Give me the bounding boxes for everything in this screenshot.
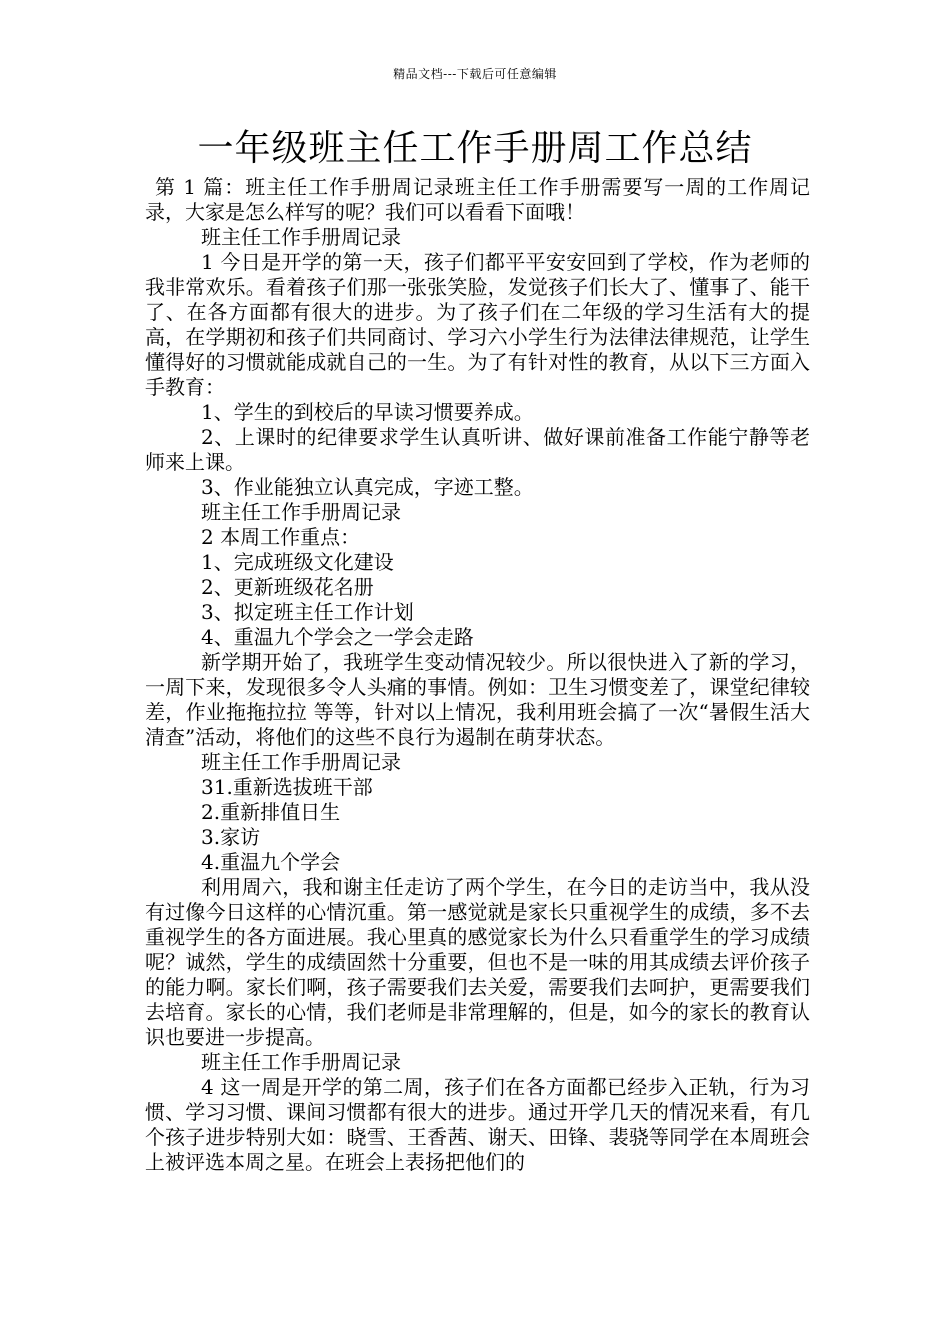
list-item: 3、拟定班主任工作计划 xyxy=(201,600,414,624)
list-item: 1、完成班级文化建设 xyxy=(201,550,394,574)
paragraph: 利用周六，我和谢主任走访了两个学生，在今日的走访当中，我从没有过像今日这样的心情沉重。第一感觉就是家长只重视学生的成绩，多不去重视学生的各方面进展。我心里真的感觉家长为什么只看重学生的学习成绩呢？诚然，学生的成绩固然十分重要，但也不是一味的用其成绩去评价孩子的能力啊。家长们啊，孩子需要我们去关爱，需要我们去呵护，更需要我们去培育。家长的心情，我们老师是非常理解的，但是，如今的家长的教育认识也要进一步提高。 xyxy=(145,875,810,1049)
paragraph: 2 本周工作重点： xyxy=(201,525,361,549)
list-item: 4.重温九个学会 xyxy=(201,850,341,874)
list-item: 3、作业能独立认真完成，字迹工整。 xyxy=(201,475,534,499)
list-item: 3.家访 xyxy=(201,825,261,849)
header-note: 精品文档---下载后可任意编辑 xyxy=(393,67,557,81)
list-item: 2、更新班级花名册 xyxy=(201,575,374,599)
paragraph: 1 今日是开学的第一天，孩子们都平平安安回到了学校，作为老师的我非常欢乐。看着孩子们那一张张笑脸，发觉孩子们长大了、懂事了、能干了、在各方面都有很大的进步。为了孩子们在二年级的学习生活有大的提高，在学期初和孩子们共同商讨、学习六小学生行为法律法律规范，让学生懂得好的习惯就能成就自己的一生。为了有针对性的教育，从以下三方面入手教育： xyxy=(145,250,810,399)
section-heading: 班主任工作手册周记录 xyxy=(201,225,401,249)
list-item: 2.重新排值日生 xyxy=(201,800,341,824)
list-item: 4、重温九个学会之一学会走路 xyxy=(201,625,474,649)
document-body xyxy=(145,175,810,1175)
list-item: 2、上课时的纪律要求学生认真听讲、做好课前准备工作能宁静等老师来上课。 xyxy=(145,425,810,474)
list-item: 1、学生的到校后的早读习惯要养成。 xyxy=(201,400,534,424)
section-heading: 班主任工作手册周记录 xyxy=(201,1050,401,1074)
paragraph: 新学期开始了，我班学生变动情况较少。所以很快进入了新的学习，一周下来，发现很多令人头痛的事情。例如：卫生习惯变差了，课堂纪律较差，作业拖拖拉拉 等等，针对以上情况，我利用班会搞了一次“暑假生活大清查”活动，将他们的这些不良行为遏制在萌芽状态。 xyxy=(145,650,810,749)
paragraph: 4 这一周是开学的第二周，孩子们在各方面都已经步入正轨，行为习惯、学习习惯、课间习惯都有很大的进步。通过开学几天的情况来看，有几个孩子进步特别大如：晓雪、王香茜、谢天、田锋、裴骁等同学在本周班会上被评选本周之星。在班会上表扬把他们的 xyxy=(145,1075,810,1174)
section-heading: 班主任工作手册周记录 xyxy=(201,500,401,524)
paragraph-intro: 第 1 篇：班主任工作手册周记录班主任工作手册需要写一周的工作周记录，大家是怎么样写的呢？我们可以看看下面哦！ xyxy=(145,175,810,224)
list-item: 31.重新选拔班干部 xyxy=(201,775,373,799)
document-title: 一年级班主任工作手册周工作总结 xyxy=(197,128,753,169)
section-heading: 班主任工作手册周记录 xyxy=(201,750,401,774)
